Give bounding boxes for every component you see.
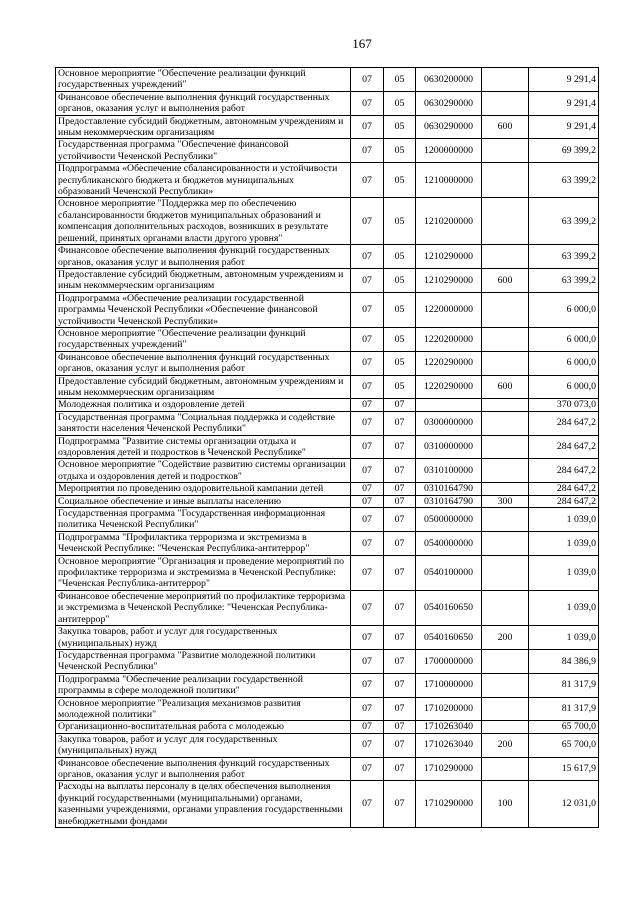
table-row <box>56 292 599 327</box>
cell-target-article: 0500000000 <box>416 508 482 532</box>
cell-target-article: 0540160650 <box>416 590 482 625</box>
cell-target-article: 0300000000 <box>416 411 482 435</box>
cell-expense-type <box>482 649 529 673</box>
table-row <box>56 375 599 399</box>
cell-amount: 6 000,0 <box>529 292 599 327</box>
cell-item-name: Предоставление субсидий бюджетным, автономным учреждениям и иным некоммерческим организациям <box>56 268 351 292</box>
cell-target-article: 1210290000 <box>416 268 482 292</box>
cell-item-name: Основное мероприятие "Поддержка мер по обеспечению сбалансированности бюджетов муниципальных образований и компенсация дополнительных расходов, возникших в результате решений, принятых органами власти другого уровня" <box>56 198 351 245</box>
cell-expense-type: 200 <box>482 626 529 650</box>
table-row <box>56 483 599 495</box>
cell-subsection-code: 07 <box>384 757 416 781</box>
cell-target-article: 1700000000 <box>416 649 482 673</box>
cell-subsection-code: 07 <box>384 435 416 459</box>
cell-section-code: 07 <box>351 531 384 555</box>
cell-item-name: Основное мероприятие "Организация и проведение мероприятий по профилактике терроризма и экстремизма в Чеченской Республике: "Чеченская Республика-антитеррор" <box>56 555 351 590</box>
table-row <box>56 163 599 198</box>
cell-target-article: 1210200000 <box>416 198 482 245</box>
cell-amount: 63 399,2 <box>529 245 599 269</box>
cell-expense-type: 300 <box>482 495 529 507</box>
cell-subsection-code: 05 <box>384 91 416 115</box>
cell-expense-type <box>482 292 529 327</box>
cell-item-name: Основное мероприятие "Реализация механизмов развития молодежной политики" <box>56 697 351 721</box>
cell-amount: 1 039,0 <box>529 590 599 625</box>
cell-amount: 284 647,2 <box>529 411 599 435</box>
cell-item-name: Финансовое обеспечение мероприятий по профилактике терроризма и экстремизма в Чеченской Республике: "Чеченская Республика-антитеррор" <box>56 590 351 625</box>
cell-item-name: Основное мероприятие "Обеспечение реализации функций государственных учреждений" <box>56 68 351 92</box>
cell-expense-type: 600 <box>482 115 529 139</box>
cell-amount: 370 073,0 <box>529 399 599 411</box>
cell-item-name: Финансовое обеспечение выполнения функций государственных органов, оказания услуг и выполнения работ <box>56 757 351 781</box>
cell-section-code: 07 <box>351 68 384 92</box>
table-row <box>56 531 599 555</box>
cell-subsection-code: 05 <box>384 163 416 198</box>
table-row <box>56 757 599 781</box>
cell-subsection-code: 07 <box>384 459 416 483</box>
cell-item-name: Государственная программа "Обеспечение финансовой устойчивости Чеченской Республики" <box>56 139 351 163</box>
cell-subsection-code: 07 <box>384 626 416 650</box>
cell-target-article <box>416 399 482 411</box>
cell-subsection-code: 07 <box>384 781 416 828</box>
cell-section-code: 07 <box>351 697 384 721</box>
cell-amount: 6 000,0 <box>529 375 599 399</box>
table-row <box>56 435 599 459</box>
cell-item-name: Подпрограмма "Обеспечение реализации государственной программы в сфере молодежной политики" <box>56 673 351 697</box>
cell-subsection-code: 05 <box>384 327 416 351</box>
cell-section-code: 07 <box>351 245 384 269</box>
table-row <box>56 327 599 351</box>
cell-expense-type <box>482 139 529 163</box>
table-row <box>56 590 599 625</box>
cell-expense-type <box>482 483 529 495</box>
cell-target-article: 1710200000 <box>416 697 482 721</box>
cell-expense-type <box>482 435 529 459</box>
cell-amount: 81 317,9 <box>529 697 599 721</box>
cell-target-article: 1220000000 <box>416 292 482 327</box>
cell-target-article: 1210290000 <box>416 245 482 269</box>
cell-section-code: 07 <box>351 508 384 532</box>
cell-item-name: Государственная программа "Развитие молодежной политики Чеченской Республики" <box>56 649 351 673</box>
page-number: 167 <box>352 36 372 51</box>
cell-expense-type <box>482 673 529 697</box>
cell-amount: 284 647,2 <box>529 495 599 507</box>
table-row <box>56 733 599 757</box>
table-row <box>56 649 599 673</box>
cell-item-name: Закупка товаров, работ и услуг для государственных (муниципальных) нужд <box>56 626 351 650</box>
cell-subsection-code: 07 <box>384 495 416 507</box>
table-row <box>56 626 599 650</box>
cell-item-name: Организационно-воспитательная работа с молодежью <box>56 721 351 733</box>
cell-amount: 284 647,2 <box>529 459 599 483</box>
cell-section-code: 07 <box>351 411 384 435</box>
cell-amount: 84 386,9 <box>529 649 599 673</box>
cell-section-code: 07 <box>351 139 384 163</box>
cell-section-code: 07 <box>351 673 384 697</box>
cell-section-code: 07 <box>351 649 384 673</box>
cell-item-name: Основное мероприятие "Содействие развитию системы организации отдыха и оздоровления детей и подростков" <box>56 459 351 483</box>
cell-expense-type: 200 <box>482 733 529 757</box>
table-row <box>56 139 599 163</box>
table-row <box>56 411 599 435</box>
table-row <box>56 68 599 92</box>
table-row <box>56 459 599 483</box>
cell-target-article: 0630200000 <box>416 68 482 92</box>
cell-amount: 63 399,2 <box>529 163 599 198</box>
cell-amount: 284 647,2 <box>529 435 599 459</box>
cell-section-code: 07 <box>351 781 384 828</box>
cell-section-code: 07 <box>351 555 384 590</box>
cell-target-article: 0540000000 <box>416 531 482 555</box>
cell-subsection-code: 07 <box>384 483 416 495</box>
table-row <box>56 399 599 411</box>
cell-expense-type <box>482 697 529 721</box>
cell-amount: 6 000,0 <box>529 327 599 351</box>
cell-expense-type <box>482 163 529 198</box>
cell-subsection-code: 07 <box>384 508 416 532</box>
cell-item-name: Молодежная политика и оздоровление детей <box>56 399 351 411</box>
cell-subsection-code: 07 <box>384 721 416 733</box>
cell-section-code: 07 <box>351 435 384 459</box>
cell-expense-type <box>482 531 529 555</box>
cell-target-article: 0630290000 <box>416 91 482 115</box>
cell-section-code: 07 <box>351 495 384 507</box>
cell-subsection-code: 07 <box>384 399 416 411</box>
cell-target-article: 1710263040 <box>416 721 482 733</box>
cell-subsection-code: 07 <box>384 531 416 555</box>
cell-section-code: 07 <box>351 375 384 399</box>
cell-subsection-code: 07 <box>384 673 416 697</box>
cell-item-name: Подпрограмма "Профилактика терроризма и экстремизма в Чеченской Республике: "Чеченская Республика-антитеррор" <box>56 531 351 555</box>
cell-target-article: 1710290000 <box>416 781 482 828</box>
cell-section-code: 07 <box>351 399 384 411</box>
cell-section-code: 07 <box>351 91 384 115</box>
cell-item-name: Финансовое обеспечение выполнения функций государственных органов, оказания услуг и выполнения работ <box>56 245 351 269</box>
cell-section-code: 07 <box>351 327 384 351</box>
table-row <box>56 268 599 292</box>
table-row <box>56 198 599 245</box>
cell-amount: 6 000,0 <box>529 351 599 375</box>
cell-subsection-code: 05 <box>384 292 416 327</box>
cell-target-article: 1710000000 <box>416 673 482 697</box>
cell-expense-type <box>482 245 529 269</box>
cell-item-name: Закупка товаров, работ и услуг для государственных (муниципальных) нужд <box>56 733 351 757</box>
cell-amount: 15 617,9 <box>529 757 599 781</box>
cell-item-name: Подпрограмма "Развитие системы организации отдыха и оздоровления детей и подростков в Чеченской Республике" <box>56 435 351 459</box>
cell-subsection-code: 05 <box>384 245 416 269</box>
cell-target-article: 0540160650 <box>416 626 482 650</box>
cell-target-article: 0310164790 <box>416 495 482 507</box>
cell-item-name: Предоставление субсидий бюджетным, автономным учреждениям и иным некоммерческим организациям <box>56 375 351 399</box>
cell-target-article: 1210000000 <box>416 163 482 198</box>
cell-expense-type <box>482 198 529 245</box>
cell-target-article: 1220200000 <box>416 327 482 351</box>
cell-amount: 12 031,0 <box>529 781 599 828</box>
cell-expense-type <box>482 757 529 781</box>
cell-item-name: Государственная программа "Государственная информационная политика Чеченской Республики" <box>56 508 351 532</box>
cell-expense-type <box>482 721 529 733</box>
cell-target-article: 0310164790 <box>416 483 482 495</box>
cell-subsection-code: 07 <box>384 697 416 721</box>
cell-section-code: 07 <box>351 626 384 650</box>
cell-section-code: 07 <box>351 733 384 757</box>
table-row <box>56 697 599 721</box>
cell-section-code: 07 <box>351 163 384 198</box>
cell-target-article: 0540100000 <box>416 555 482 590</box>
cell-expense-type <box>482 91 529 115</box>
cell-section-code: 07 <box>351 721 384 733</box>
cell-subsection-code: 05 <box>384 268 416 292</box>
cell-item-name: Социальное обеспечение и иные выплаты населению <box>56 495 351 507</box>
cell-expense-type <box>482 399 529 411</box>
cell-expense-type <box>482 459 529 483</box>
cell-subsection-code: 05 <box>384 198 416 245</box>
cell-expense-type <box>482 327 529 351</box>
cell-item-name: Государственная программа "Социальная поддержка и содействие занятости населения Чеченской Республики" <box>56 411 351 435</box>
cell-amount: 65 700,0 <box>529 721 599 733</box>
cell-amount: 1 039,0 <box>529 531 599 555</box>
cell-subsection-code: 05 <box>384 351 416 375</box>
cell-amount: 9 291,4 <box>529 68 599 92</box>
cell-amount: 9 291,4 <box>529 91 599 115</box>
table-row <box>56 115 599 139</box>
cell-amount: 69 399,2 <box>529 139 599 163</box>
cell-amount: 1 039,0 <box>529 508 599 532</box>
cell-subsection-code: 05 <box>384 115 416 139</box>
cell-subsection-code: 07 <box>384 649 416 673</box>
cell-expense-type: 100 <box>482 781 529 828</box>
cell-expense-type: 600 <box>482 268 529 292</box>
cell-amount: 1 039,0 <box>529 626 599 650</box>
cell-subsection-code: 05 <box>384 68 416 92</box>
cell-amount: 284 647,2 <box>529 483 599 495</box>
cell-amount: 65 700,0 <box>529 733 599 757</box>
cell-subsection-code: 07 <box>384 555 416 590</box>
cell-subsection-code: 05 <box>384 375 416 399</box>
budget-table-body <box>56 68 599 828</box>
cell-expense-type <box>482 411 529 435</box>
budget-table <box>55 67 599 828</box>
table-row <box>56 673 599 697</box>
cell-subsection-code: 07 <box>384 733 416 757</box>
table-row <box>56 351 599 375</box>
table-row <box>56 781 599 828</box>
cell-target-article: 0310000000 <box>416 435 482 459</box>
cell-section-code: 07 <box>351 351 384 375</box>
cell-target-article: 0630290000 <box>416 115 482 139</box>
table-row <box>56 495 599 507</box>
cell-section-code: 07 <box>351 590 384 625</box>
cell-amount: 63 399,2 <box>529 268 599 292</box>
cell-expense-type <box>482 351 529 375</box>
cell-item-name: Предоставление субсидий бюджетным, автономным учреждениям и иным некоммерческим организациям <box>56 115 351 139</box>
cell-section-code: 07 <box>351 757 384 781</box>
cell-target-article: 1710263040 <box>416 733 482 757</box>
cell-target-article: 1200000000 <box>416 139 482 163</box>
cell-target-article: 1710290000 <box>416 757 482 781</box>
cell-target-article: 1220290000 <box>416 351 482 375</box>
table-row <box>56 245 599 269</box>
cell-expense-type <box>482 590 529 625</box>
cell-expense-type: 600 <box>482 375 529 399</box>
cell-subsection-code: 05 <box>384 139 416 163</box>
cell-target-article: 0310100000 <box>416 459 482 483</box>
cell-item-name: Финансовое обеспечение выполнения функций государственных органов, оказания услуг и выполнения работ <box>56 91 351 115</box>
table-row <box>56 91 599 115</box>
cell-expense-type <box>482 508 529 532</box>
cell-item-name: Основное мероприятие "Обеспечение реализации функций государственных учреждений" <box>56 327 351 351</box>
cell-subsection-code: 07 <box>384 590 416 625</box>
cell-expense-type <box>482 555 529 590</box>
cell-section-code: 07 <box>351 198 384 245</box>
cell-item-name: Мероприятия по проведению оздоровительной кампании детей <box>56 483 351 495</box>
cell-subsection-code: 07 <box>384 411 416 435</box>
table-row <box>56 721 599 733</box>
cell-amount: 63 399,2 <box>529 198 599 245</box>
cell-item-name: Финансовое обеспечение выполнения функций государственных органов, оказания услуг и выполнения работ <box>56 351 351 375</box>
cell-amount: 1 039,0 <box>529 555 599 590</box>
cell-item-name: Расходы на выплаты персоналу в целях обеспечения выполнения функций государственными (муниципальными) органами, казенными учреждениями, органами управления государственными внебюджетными фондами <box>56 781 351 828</box>
cell-amount: 81 317,9 <box>529 673 599 697</box>
cell-section-code: 07 <box>351 268 384 292</box>
cell-amount: 9 291,4 <box>529 115 599 139</box>
cell-item-name: Подпрограмма «Обеспечение сбалансированности и устойчивости республиканского бюджета и бюджетов муниципальных образований Чеченской Республики» <box>56 163 351 198</box>
cell-section-code: 07 <box>351 483 384 495</box>
cell-expense-type <box>482 68 529 92</box>
cell-section-code: 07 <box>351 115 384 139</box>
cell-section-code: 07 <box>351 459 384 483</box>
cell-section-code: 07 <box>351 292 384 327</box>
cell-item-name: Подпрограмма «Обеспечение реализации государственной программы Чеченской Республики «Обеспечение финансовой устойчивости Чеченской Республики» <box>56 292 351 327</box>
table-row <box>56 555 599 590</box>
table-row <box>56 508 599 532</box>
cell-target-article: 1220290000 <box>416 375 482 399</box>
